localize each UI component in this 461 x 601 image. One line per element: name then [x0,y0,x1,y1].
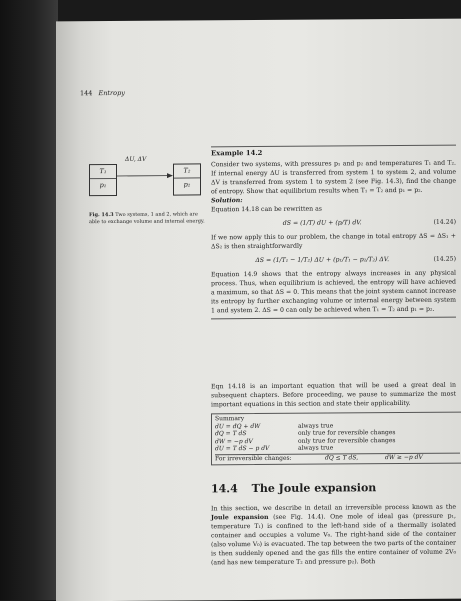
section-body [211,503,456,568]
apply-line: If we now apply this to our problem, the change in total entropy ΔS = ΔS₁ + ΔS₂ is then straightforwardly [211,232,456,252]
chapter-title: Entropy [99,89,125,97]
equation-14-24-number: (14.24) [433,218,456,227]
figure-caption-label: Fig. 14.3 [89,212,114,218]
summary-irreversible-row [215,453,460,463]
summary-equation: dU = T dS − p dV [215,445,298,453]
equation-14-24 [211,218,456,229]
example-box [211,145,456,320]
page-number: 144 [80,89,92,97]
summary-equation: dU = đQ + dW [215,422,298,430]
example-end-rule [211,317,456,320]
section-title: The Joule expansion [252,481,377,495]
rewrite-line: Equation 14.18 can be rewritten as [211,204,456,215]
book-spine-shadow [0,0,58,600]
joule-expansion-term: Joule expansion [211,514,269,521]
system-2-pressure: p₂ [174,177,200,191]
system-2-temperature: T₂ [174,164,200,177]
equation-14-25-number: (14.25) [433,255,456,264]
example-conclusion: Equation 14.9 shows that the entropy always increases in any physical process. Thus, when equilibrium is achieved, the entropy will have achieved a maximum, so that ΔS = 0. This means that the joint system cannot increase its entropy by further exchanging volume or internal energy between system 1 and system 2. ΔS = 0 can only be achieved when T₁ = T₂ and p₁ = p₂. [211,269,456,316]
summary-note: only true for reversible changes [298,436,460,445]
irreversible-heat: đQ ≤ T dS, [325,454,385,462]
summary-equation: dW = −p dV [215,438,298,446]
section-heading [211,481,376,495]
system-1-box [89,164,117,196]
summary-equation: đQ = T dS [215,430,298,438]
summary-box [211,412,461,465]
section-body-rest: (see Fig. 14.4). One mole of ideal gas (pressure p₁, temperature T₁) is confined to the left-hand side of a thermally isolated container and occupies a volume V₀. The right-hand side of the container (also volume V₀) is evacuated. The tap between the two parts of the container is then suddenly opened and the gas fills the entire container of volume 2V₀ (and has new temperature T₂ and pressure p₂). Both [211,513,456,567]
system-1-temperature: T₁ [90,165,116,178]
system-2-box [173,163,201,195]
example-title: Example 14.2 [211,145,456,159]
figure-two-systems [89,155,209,206]
summary-title: Summary [215,414,460,423]
figure-caption [89,211,207,225]
section-body-start: In this section, we describe in detail an irreversible process known as the [211,504,456,513]
equation-14-25-body: ΔS = (1/T₁ − 1/T₂) ΔU + (p₁/T₁ − p₂/T₂) ΔV. [211,255,433,266]
irreversible-work: dW ≥ −p dV [385,454,423,462]
equation-14-25 [211,255,456,266]
figure-caption-text: Two systems, 1 and 2, which are able to exchange volume and internal energy. [89,211,205,224]
book-page [56,19,461,601]
system-1-pressure: p₁ [90,178,116,192]
paragraph-eqn-importance: Eqn 14.18 is an important equation that will be used a great deal in subsequent chapters. Before proceeding, we pause to summarize the most important equations in this section and state their applicability. [211,381,456,410]
arrow-right-icon [117,172,173,180]
section-number: 14.4 [211,482,238,495]
summary-note: always true [298,421,460,430]
solution-label: Solution: [211,195,456,206]
summary-note: only true for reversible changes [298,429,460,438]
running-head [80,89,125,97]
summary-note: always true [298,444,460,453]
example-body: Consider two systems, with pressures p₁ and p₂ and temperatures T₁ and T₂. If internal energy ΔU is transferred from system 1 to system 2, and volume ΔV is transferred from system 1 to system 2 (see Fig. 14.3), find the change of entropy. Show that equilibrium results when T₁ = T₂ and p₁ = p₂. [211,159,456,197]
equation-14-24-body: dS = (1/T) dU + (p/T) dV. [211,218,433,229]
irreversible-label: For irreversible changes: [215,455,325,463]
transfer-label: ΔU, ΔV [125,156,146,163]
